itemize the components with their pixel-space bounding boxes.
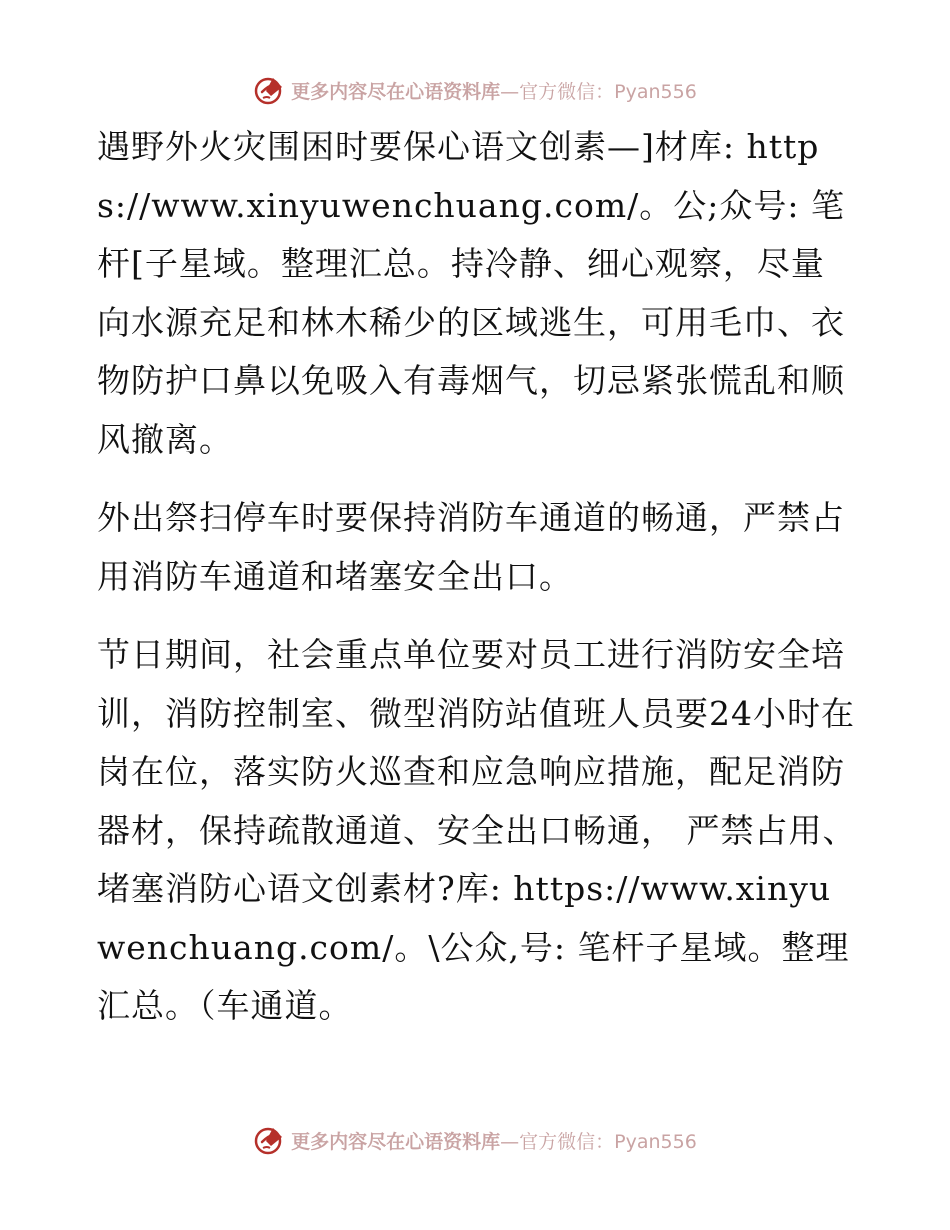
brush-logo-icon [253, 74, 285, 106]
footer-banner-title: 更多内容尽在心语资料库 [291, 1130, 501, 1153]
header-banner [0, 70, 950, 110]
footer-banner-wechat: —官方微信：Pyan556 [500, 1130, 697, 1153]
header-banner-title: 更多内容尽在心语资料库 [291, 80, 501, 103]
paragraph-parking: 外出祭扫停车时要保持消防车通道的畅通，严禁占用消防车通道和堵塞安全出口。 [97, 498, 845, 596]
paragraph-wildfire-escape: 遇野外火灾围困时要保心语文创素—]材库: https://www.xinyuwenchuang.com/。公;众号: 笔杆[子星域。整理汇总。持冷静、细心观察，尽量向水源充足和林木稀少的区域逃生，可用毛巾、衣物防护口鼻以免吸入有毒烟气，切忌紧张慌乱和顺风撤离。 [97, 127, 845, 459]
header-banner-wechat: —官方微信：Pyan556 [500, 80, 697, 103]
footer-banner-content [253, 1124, 697, 1156]
document-body [97, 118, 857, 1056]
brush-logo-icon [253, 1124, 285, 1156]
footer-banner [0, 1120, 950, 1160]
paragraph-key-units: 节日期间，社会重点单位要对员工进行消防安全培训，消防控制室、微型消防站值班人员要24小时在岗在位，落实防火巡查和应急响应措施，配足消防器材，保持疏散通道、安全出口畅通， 严禁占用、堵塞消防心语文创素材?库: https://www.xinyuwenchuang.com/。\公众,号: 笔杆子星域。整理汇总。（车通道。 [97, 635, 857, 1025]
header-banner-content [253, 74, 697, 106]
